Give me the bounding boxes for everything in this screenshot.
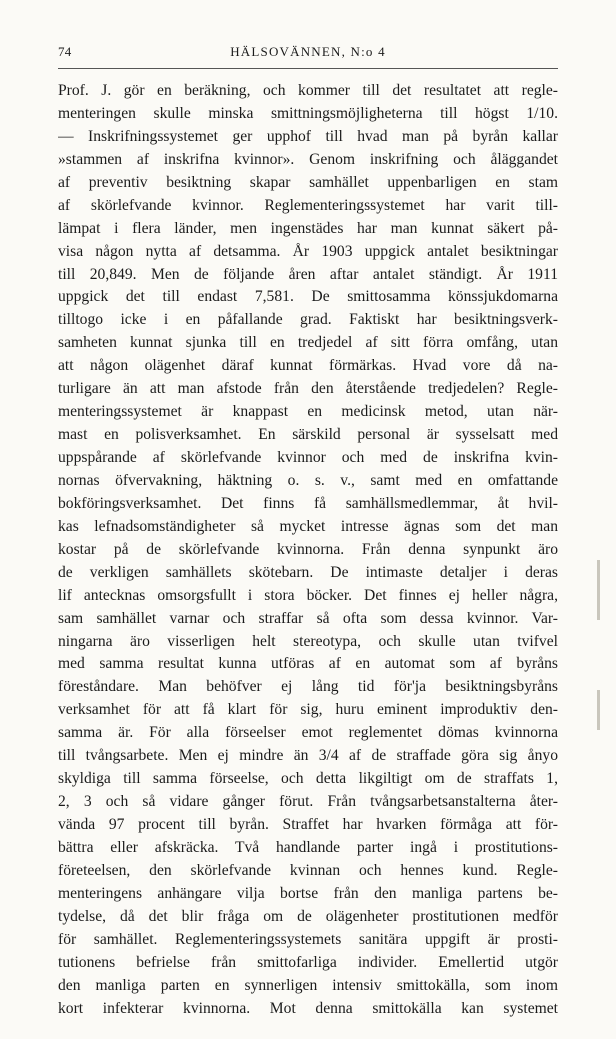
page-edge-mark bbox=[597, 690, 600, 730]
text-line: till tvångsarbete. Men ej mindre än 3/4 af de straffade göra sig ånyo bbox=[58, 747, 558, 765]
text-line: visa någon nytta af detsamma. År 1903 uppgick antalet besiktningar bbox=[58, 242, 558, 260]
text-line: menteringens anhängare vilja bortse från den manliga partens be- bbox=[58, 884, 558, 902]
text-line: samheten kunnat sjunka till en tredjedel af sitt förra omfång, utan bbox=[58, 334, 558, 352]
page-header bbox=[58, 44, 558, 64]
text-line: mast en polisverksamhet. En särskild personal är sysselsatt med bbox=[58, 426, 558, 444]
text-line: att någon olägenhet däraf kunnat förmärkas. Hvad vore då na- bbox=[58, 357, 558, 375]
text-line: tydelse, då det blir fråga om de olägenheter prostitutionen medför bbox=[58, 907, 558, 925]
text-line: menteringen skulle minska smittningsmöjligheterna till högst 1/10. bbox=[58, 104, 558, 122]
header-rule bbox=[58, 68, 558, 69]
text-line: af skörlefvande kvinnor. Reglementeringssystemet har varit till- bbox=[58, 196, 558, 214]
text-line: vända 97 procent till byrån. Straffet har hvarken förmåga att för- bbox=[58, 816, 558, 833]
text-line: företeelsen, den skörlefvande kvinnan och hennes kund. Regle- bbox=[58, 861, 558, 879]
text-line: kort infekterar kvinnorna. Mot denna smittokälla kan systemet bbox=[58, 999, 558, 1017]
text-line: de verkligen samhällets skötebarn. De intimaste detaljer i deras bbox=[58, 563, 558, 581]
text-line: bättra eller afskräcka. Två handlande parter ingå i prostitutions- bbox=[58, 838, 558, 856]
text-line: Prof. J. gör en beräkning, och kommer till det resultatet att regle- bbox=[58, 82, 558, 99]
text-line: för samhället. Reglementeringssystemets sanitära uppgift är prosti- bbox=[58, 930, 558, 948]
text-line: skyldiga till samma förseelse, och detta likgiltigt om de straffats 1, bbox=[58, 770, 558, 788]
text-line: sam samhället varnar och straffar så ofta som dessa kvinnor. Var- bbox=[58, 609, 558, 627]
text-line: uppspårande af skörlefvande kvinnor och med de inskrifna kvin- bbox=[58, 449, 558, 466]
text-line: samma är. För alla förseelser emot reglementet dömas kvinnorna bbox=[58, 724, 558, 742]
text-line: »stammen af inskrifna kvinnor». Genom inskrifning och åläggandet bbox=[58, 150, 558, 168]
text-line: lif antecknas omsorgsfullt i stora böcker. Det finnes ej heller några, bbox=[58, 586, 558, 604]
text-line: den manliga parten en synnerligen intensiv smittokälla, som inom bbox=[58, 976, 558, 994]
running-title: HÄLSOVÄNNEN, N:o 4 bbox=[230, 44, 386, 59]
text-line: verksamhet för att få klart för sig, huru eminent improduktiv den- bbox=[58, 701, 558, 719]
text-line: menteringssystemet är knappast en medicinsk metod, utan när- bbox=[58, 403, 558, 421]
body-text bbox=[58, 80, 558, 1020]
text-line: tutionens befrielse från smittofarliga individer. Emellertid utgör bbox=[58, 953, 558, 971]
page-edge-mark bbox=[597, 560, 600, 620]
text-line: — Inskrifningssystemet ger upphof till hvad man på byrån kallar bbox=[58, 127, 558, 145]
page-number: 74 bbox=[58, 44, 72, 59]
text-line: föreståndare. Man behöfver ej lång tid för'ja besiktningsbyråns bbox=[58, 678, 558, 696]
text-line: bokföringsverksamhet. Det finns få samhällsmedlemmar, åt hvil- bbox=[58, 494, 558, 512]
text-line: nornas öfvervakning, häktning o. s. v., samt med en omfattande bbox=[58, 471, 558, 489]
text-line: med samma resultat kunna utföras af en automat som af byråns bbox=[58, 655, 558, 673]
text-line: kas lefnadsomständigheter så mycket intresse ägnas som det man bbox=[58, 517, 558, 535]
text-line: ningarna äro visserligen helt stereotypa, och skulle utan tvifvel bbox=[58, 632, 558, 650]
text-line: turligare än att man afstode från den återstående tredjedelen? Regle- bbox=[58, 380, 558, 398]
text-line: kostar på de skörlefvande kvinnorna. Från denna synpunkt äro bbox=[58, 540, 558, 558]
text-line: lämpat i flera länder, men ingenstädes har man kunnat säkert på- bbox=[58, 219, 558, 237]
text-line: af preventiv besiktning skapar samhället uppenbarligen en stam bbox=[58, 173, 558, 191]
text-line: till 20,849. Men de följande åren aftar antalet ständigt. År 1911 bbox=[58, 265, 558, 283]
text-line: 2, 3 och så vidare gånger förut. Från tvångsarbetsanstalterna åter- bbox=[58, 793, 558, 811]
text-line: tilltogo icke i en påfallande grad. Faktiskt har besiktningsverk- bbox=[58, 311, 558, 329]
text-line: uppgick det till endast 7,581. De smittosamma könssjukdomarna bbox=[58, 288, 558, 306]
